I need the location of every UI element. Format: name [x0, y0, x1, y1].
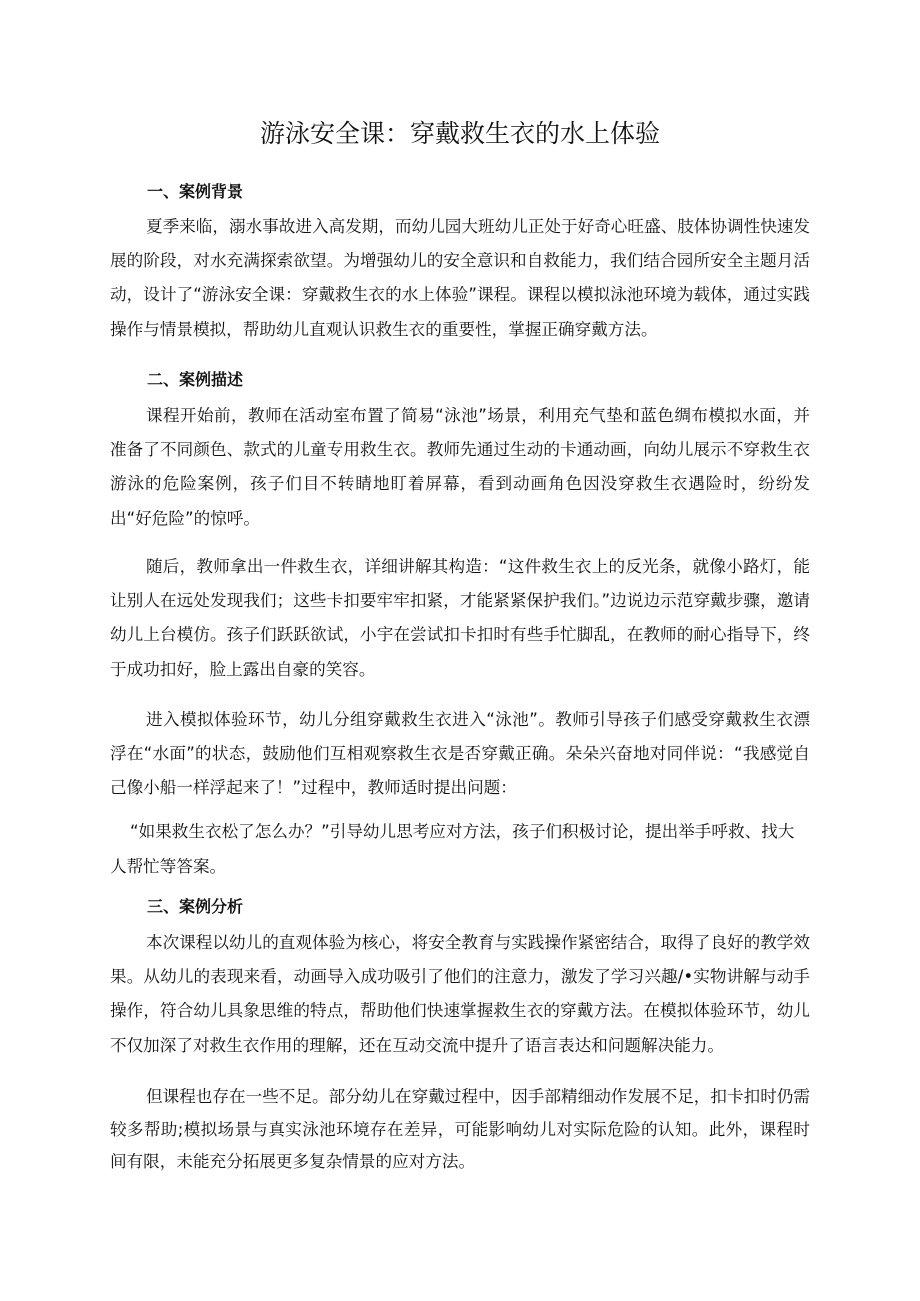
paragraph-description-quote: “如果救生衣松了怎么办？”引导幼儿思考应对方法，孩子们积极讨论，提出举手呼救、找大 — [130, 822, 795, 841]
paragraph-description-2: 随后，教师拿出一件救生衣，详细讲解其构造：“这件救生衣上的反光条，就像小路灯，能让别人在远处发现我们；这些卡扣要牢牢扣紧，才能紧紧保护我们。”边说边示范穿戴步骤，邀请幼儿上台模仿。孩子们跃跃欲试，小宇在尝试扣卡扣时有些手忙脚乱，在教师的耐心指导下，终于成功扣好，脸上露出自豪的笑容。 — [110, 557, 810, 679]
paragraph-analysis-2: 但课程也存在一些不足。部分幼儿在穿戴过程中，因手部精细动作发展不足，扣卡扣时仍需较多帮助;模拟场景与真实泳池环境存在差异，可能影响幼儿对实际危险的认知。此外，课程时间有限，未能充分拓展更多复杂情景的应对方法。 — [110, 1087, 810, 1172]
paragraph-description-quote-end: 人帮忙等答案。 — [110, 857, 227, 876]
paragraph-analysis-1: 本次课程以幼儿的直观体验为核心，将安全教育与实践操作紧密结合，取得了良好的教学效果。从幼儿的表现来看，动画导入成功吸引了他们的注意力，激发了学习兴趣/•实物讲解与动手操作，符合幼儿具象思维的特点，帮助他们快速掌握救生衣的穿戴方法。在模拟体验环节，幼儿不仅加深了对救生衣作用的理解，还在互动交流中提升了语言表达和问题解决能力。 — [110, 933, 810, 1055]
paragraph-description-3: 进入模拟体验环节，幼儿分组穿戴救生衣进入“泳池”。教师引导孩子们感受穿戴救生衣漂浮在“水面”的状态，鼓励他们互相观察救生衣是否穿戴正确。朵朵兴奋地对同伴说：“我感觉自己像小船一样浮起来了！”过程中，教师适时提出问题： — [110, 710, 810, 798]
section-heading-background: 一、案例背景 — [147, 182, 244, 201]
document-title: 游泳安全课：穿戴救生衣的水上体验 — [259, 119, 660, 148]
paragraph-background: 夏季来临，溺水事故进入高发期，而幼儿园大班幼儿正处于好奇心旺盛、肢体协调性快速发展的阶段，对水充满探索欲望。为增强幼儿的安全意识和自救能力，我们结合园所安全主题月活动，设计了“游泳安全课：穿戴救生衣的水上体验”课程。课程以模拟泳池环境为载体，通过实践操作与情景模拟，帮助幼儿直观认识救生衣的重要性，掌握正确穿戴方法。 — [110, 217, 810, 339]
paragraph-description-1: 课程开始前，教师在活动室布置了简易“泳池”场景，利用充气垫和蓝色绸布模拟水面，并准备了不同颜色、款式的儿童专用救生衣。教师先通过生动的卡通动画，向幼儿展示不穿救生衣游泳的危险案例，孩子们目不转睛地盯着屏幕，看到动画角色因没穿救生衣遇险时，纷纷发出“好危险”的惊呼。 — [110, 406, 810, 528]
section-heading-description: 二、案例描述 — [147, 370, 244, 389]
section-heading-analysis: 三、案例分析 — [147, 897, 244, 916]
